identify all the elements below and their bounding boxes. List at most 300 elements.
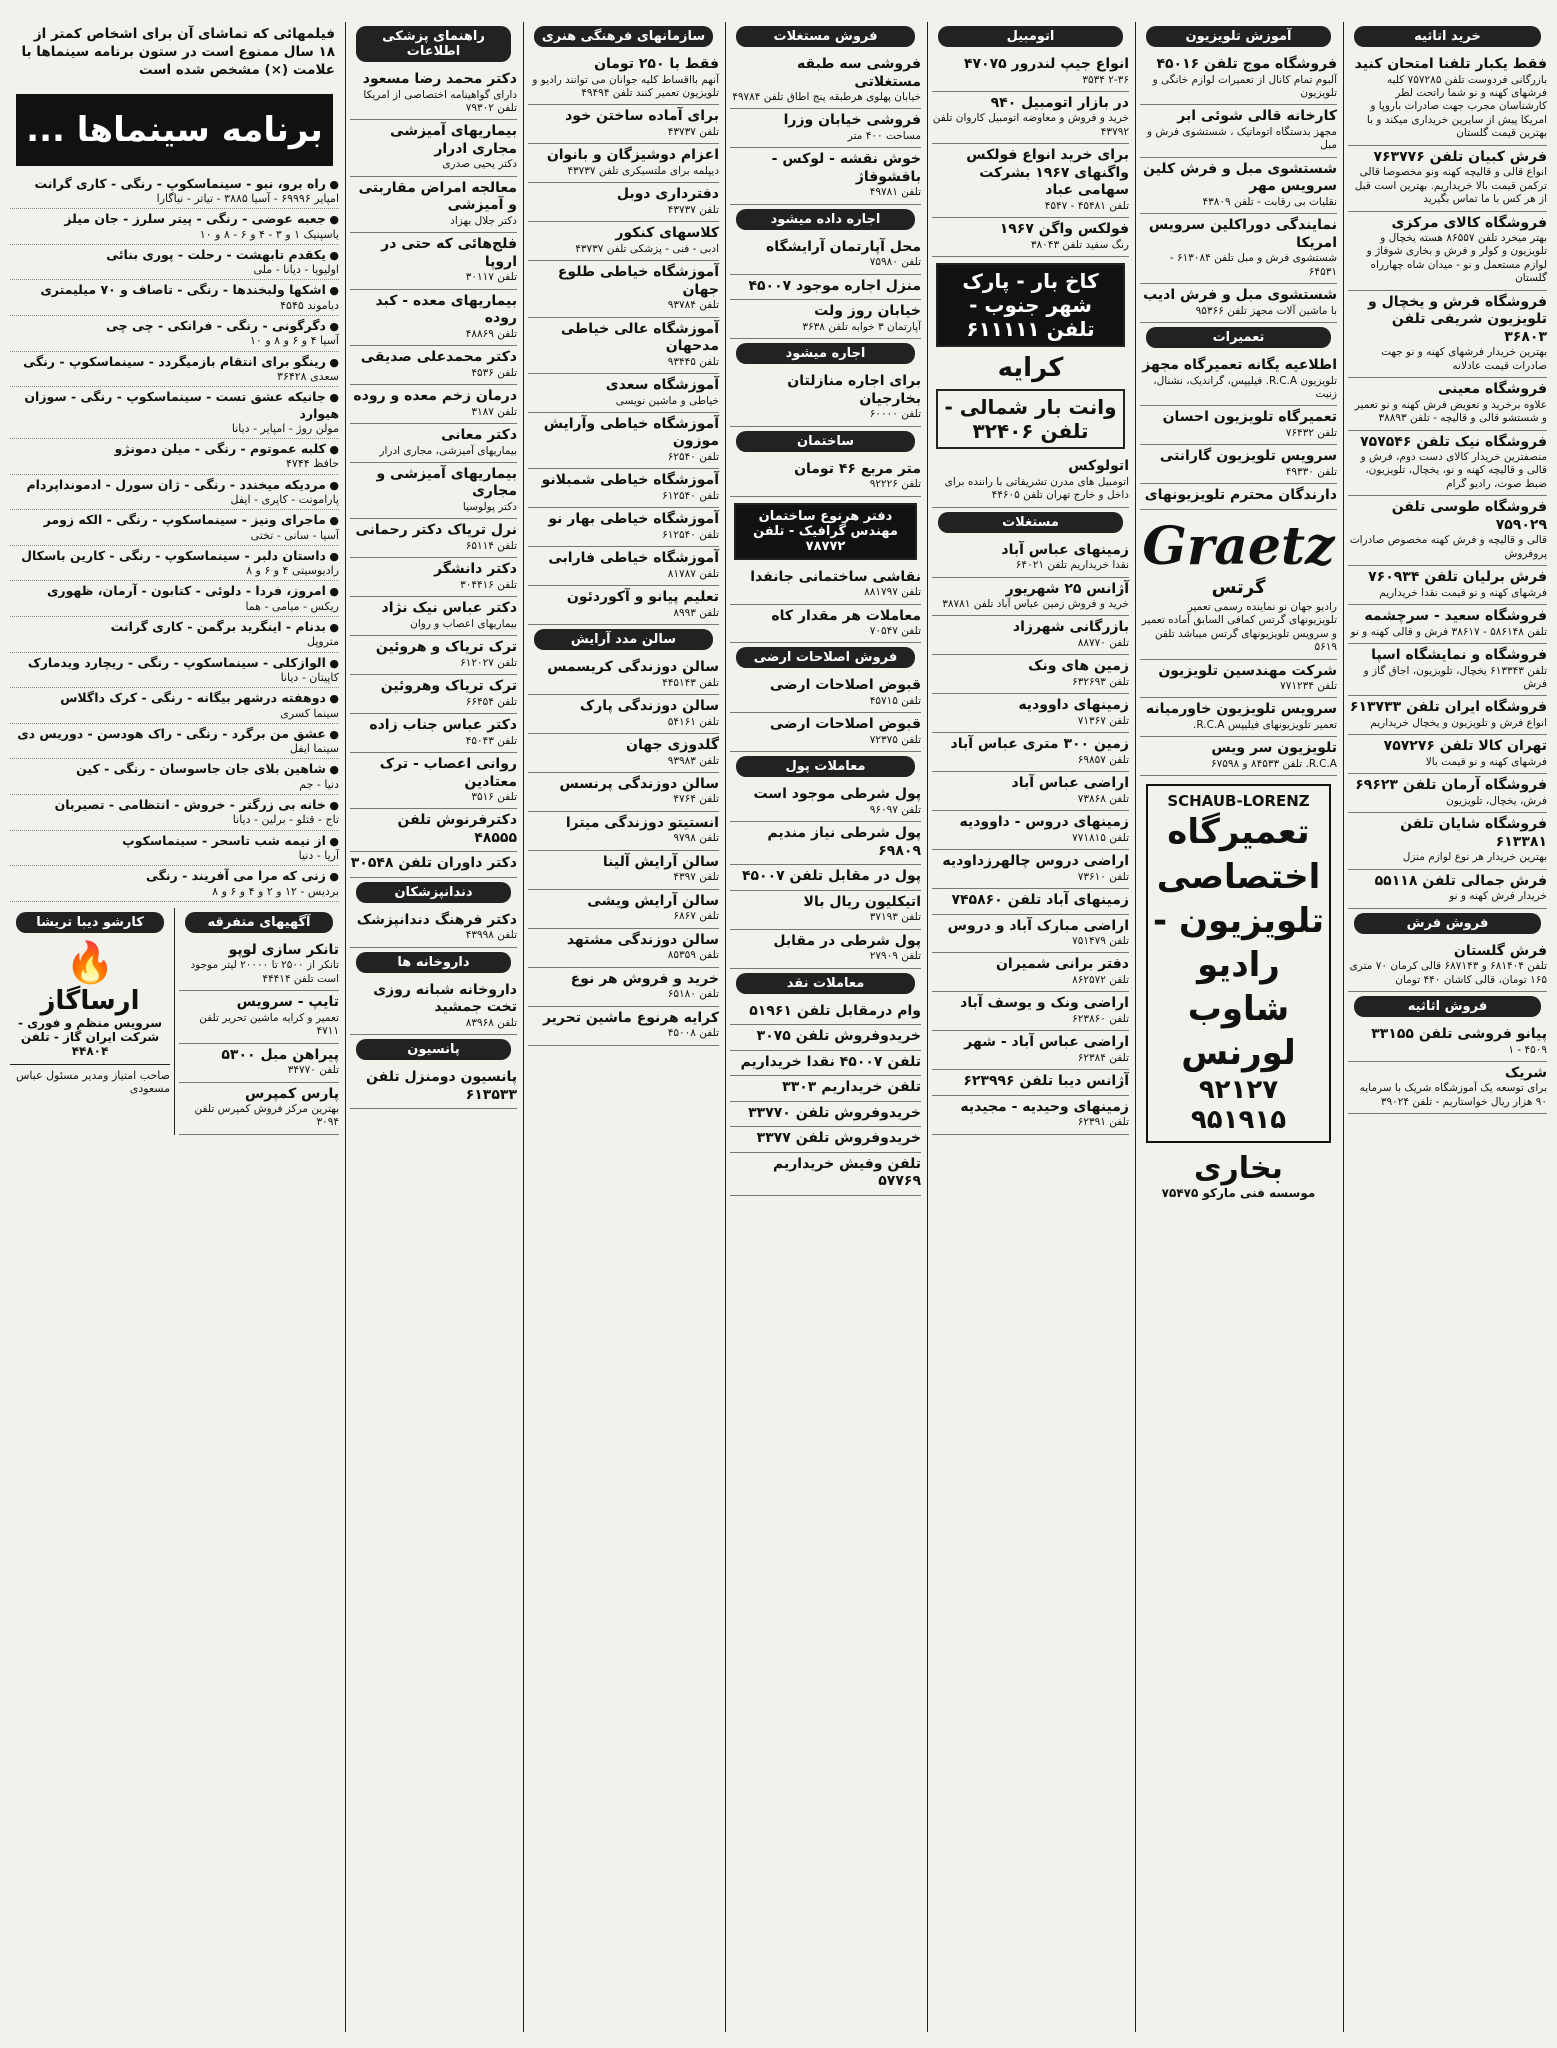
classified-ad xyxy=(1140,406,1337,445)
schaub-lorenz-phone: ۹۲۱۲۷ ۹۵۱۹۱۵ xyxy=(1190,1075,1287,1136)
ad-body: تلفن ۸۶۲۵۷۲ xyxy=(1072,973,1129,986)
ad-headline: انواع جیپ لندرور ۴۷۰۷۵ xyxy=(963,56,1129,72)
ad-headline: اعزام دوشیزگان و بانوان xyxy=(546,147,719,164)
ad-headline: فروشگاه موج تلفن ۴۵۰۱۶ xyxy=(1156,56,1337,72)
screening-info: آریا - دنیا xyxy=(298,848,339,862)
ad-headline: تانکر سازی لوپو xyxy=(228,941,339,958)
classified-ad xyxy=(350,714,517,753)
ad-body: تلفن ۶۸۱۴۰۴ و ۶۸۷۱۴۳ قالی کرمان ۷۰ متری ۱۶۵ تومان، قالی کاشان ۴۴۰ تومان xyxy=(1349,960,1547,986)
classified-ad xyxy=(730,865,921,891)
classified-ad xyxy=(1140,158,1337,214)
screening-info: سینما ایفل xyxy=(289,742,339,756)
screening-info: ریکس - میامی - هما xyxy=(245,599,339,613)
classified-ad xyxy=(730,458,921,497)
screening-info: بردیس - ۱۲ و ۲ و ۴ و ۶ و ۸ xyxy=(212,884,339,898)
ad-headline: خریدوفروش تلفن ۳۳۷۷ xyxy=(756,1130,921,1147)
classified-ad xyxy=(179,1044,339,1083)
ad-headline: فقط با ۲۵۰ تومان xyxy=(594,56,719,72)
section-header: کارشو دیبا تریشا xyxy=(16,912,164,933)
ad-headline: آژانس دیبا تلفن ۶۲۳۹۹۶ xyxy=(963,1073,1129,1090)
section-header: آموزش تلویزیون xyxy=(1146,26,1331,47)
ad-body: تلفن ۶۲۳۸۴ xyxy=(1077,1051,1129,1064)
bokhari-title: بخاری xyxy=(1194,1151,1283,1187)
classified-ad xyxy=(1348,605,1547,644)
ad-headline: فرش جمالی تلفن ۵۵۱۱۸ xyxy=(1374,872,1547,889)
section-header: تعمیرات xyxy=(1146,327,1331,348)
classified-ad xyxy=(528,413,719,469)
classified-ad xyxy=(730,1102,921,1128)
ad-body: خیابان پهلوی هرطبقه پنج اطاق تلفن ۴۹۷۸۴ xyxy=(732,91,921,103)
section-header: مستغلات xyxy=(938,512,1123,533)
ad-body: آنهم بااقساط کلیه جوانان می توانند رادیو و تلویزیون تعمیر کنند تلفن ۴۹۴۹۴ xyxy=(532,73,719,99)
classified-ad xyxy=(1140,53,1337,105)
ad-body: شستشوی فرش و مبل تلفن ۶۱۳۰۸۴ - ۶۴۵۳۱ xyxy=(1169,252,1337,278)
ad-headline: دکترفرنوش تلفن ۴۸۵۵۵ xyxy=(397,812,517,846)
ad-body: تلفن ۴۸۸۶۹ xyxy=(465,327,517,340)
classified-ad xyxy=(528,773,719,812)
ad-headline: دکتر دانشگر xyxy=(434,561,517,578)
ad-body: تلفن ۶۱۲۰۲۷ xyxy=(460,656,517,669)
classified-ad xyxy=(1348,644,1547,696)
classified-ad xyxy=(1140,105,1337,157)
ad-body: تلفن ۹۳۷۸۴ xyxy=(667,299,719,312)
section-header: معاملات نقد xyxy=(736,973,915,994)
cinema-listing: ● ماجرای ونیز - سینماسکوپ - رنگی - الکه زومر آسیا - سانی - تختی xyxy=(10,510,339,546)
ad-headline: سالن آرایش آلینا xyxy=(602,853,719,870)
ad-body: بهترین خریدار هر نوع لوازم منزل xyxy=(1402,851,1547,864)
ad-body: بهترین خریدار فرشهای کهنه و نو جهت صادرات قیمت عادلانه xyxy=(1381,346,1547,372)
screening-info: آسیا ۴ و ۶ و ۸ و ۱۰ xyxy=(250,334,339,348)
column-4 xyxy=(725,22,925,2032)
ad-headline: شستشوی مبل و فرش کلین سرویس مهر xyxy=(1142,160,1337,195)
classified-ad xyxy=(350,675,517,714)
ad-body: خرید و فروش زمین عباس آباد تلفن ۳۸۷۸۱ xyxy=(942,598,1129,610)
classified-ad xyxy=(932,992,1129,1031)
ad-headline: تعمیرگاه تلویزیون احسان xyxy=(1162,409,1337,426)
section-header: خرید اتاثیه xyxy=(1354,26,1541,47)
ad-body: تلفن ۴۳۹۹۸ xyxy=(465,929,517,942)
ad-headline: ترک تریاک و هروئین xyxy=(375,639,517,656)
ad-body: تلفن ۴۹۷۸۱ xyxy=(869,186,921,199)
column-7-cinemas xyxy=(6,22,343,2032)
ad-body: آپارتمان ۳ خوابه تلفن ۳۶۳۸ xyxy=(802,320,921,333)
ad-body: تلفن ۷۷۱۸۱۵ xyxy=(1072,831,1129,844)
film-title: زنی که مرا می آفریند - رنگی xyxy=(145,868,326,884)
ad-body: تلفن ۲۷۹۰۹ xyxy=(869,950,921,963)
section-header: فروش مستغلات xyxy=(736,26,915,47)
ad-headline: بیماریهای آمیزشی و مجاری xyxy=(376,465,517,500)
classified-ad xyxy=(528,547,719,586)
ad-body: تعمیر و کرایه ماشین تحریر تلفن ۴۷۱۱ xyxy=(199,1011,339,1038)
classified-ad xyxy=(528,105,719,144)
classified-ad xyxy=(1348,431,1547,497)
classified-ad xyxy=(528,968,719,1007)
ad-body: دارای گواهینامه اختصاصی از امریکا تلفن ۷۹۳۰۲ xyxy=(363,88,517,114)
film-title: راه برو، نبو - سینماسکوپ - رنگی - کاری گرانت xyxy=(34,175,326,191)
ad-headline: اراضی ونک و یوسف آباد xyxy=(960,995,1129,1012)
ad-headline: فرش کبیان تلفن ۷۶۳۷۷۶ xyxy=(1373,148,1547,165)
ad-headline: شریک xyxy=(1504,1064,1547,1081)
ad-body: تلفن ۳۵۱۶ xyxy=(471,791,517,803)
classified-ad xyxy=(528,890,719,929)
ad-body: نقدا خریداریم تلفن ۶۴۰۲۱ xyxy=(1015,559,1129,572)
classified-ad xyxy=(730,822,921,865)
classified-ad xyxy=(730,275,921,301)
ad-headline: تلفن وفیش خریداریم ۵۷۷۶۹ xyxy=(772,1155,921,1190)
ad-body: دیپلمه برای ملتسیکری تلفن ۴۳۷۳۷ xyxy=(567,164,719,177)
ad-body: خریدار فرش کهنه و نو xyxy=(1449,890,1547,903)
classified-ad xyxy=(932,953,1129,992)
cinema-listing: ● رینگو برای انتقام بازمیگردد - سینماسکوپ - رنگی سعدی ۳۶۴۲۸ xyxy=(10,352,339,388)
section-header: اجاره میشود xyxy=(736,343,915,364)
ad-headline: فرش برلیان تلفن ۷۶۰۹۳۴ xyxy=(1368,569,1547,586)
section-header: پانسیون xyxy=(356,1039,511,1060)
ad-headline: پیانو فروشی تلفن ۳۳۱۵۵ xyxy=(1371,1026,1547,1042)
section-header: معاملات پول xyxy=(736,756,915,777)
classified-ad xyxy=(528,586,719,625)
cinema-listing: ● مردیکه میخندد - رنگی - ژان سورل - ادمونداپردام پارامونت - کاپری - ایفل xyxy=(10,475,339,511)
ad-body: تلفن ۳۱۸۷ xyxy=(471,405,517,418)
ad-body: منصفترین خریدار کالای دست دوم، فرش و قالی و قالیچه کهنه و نو، یخچال، تلویزیون، ضبط صوت، رادیو گرام xyxy=(1360,451,1547,490)
screening-info: کاپیتان - دیانا xyxy=(280,670,339,684)
classified-ad xyxy=(730,783,921,822)
ad-headline: اراضی دروس چالهرزداودیه xyxy=(942,853,1129,870)
ad-headline: روانی اعصاب - ترک معتادین xyxy=(379,756,517,790)
ad-body: دکتر پولوسیا xyxy=(462,500,517,513)
ad-headline: برای اجاره منازلتان بخارجیان xyxy=(787,373,921,407)
ad-body: تلفن ۸۸۱۷۹۷ xyxy=(864,586,921,599)
ad-headline: بیماریهای آمیزشی مجاری ادرار xyxy=(390,123,517,157)
ad-body: تلفن ۷۵۹۸۰ xyxy=(869,256,921,269)
film-title: امروز، فردا - دلوئی - کتابون - آرمان، ظهوری xyxy=(46,583,326,599)
ad-headline: آموزشگاه عالی خیاطی مدحهان xyxy=(560,320,719,355)
ad-body: ۲-۳۶ ۳۵۳۴ xyxy=(1082,73,1129,86)
classified-ad xyxy=(1348,496,1547,566)
ad-body: تلفن ۶۱۲۵۴۰ xyxy=(662,528,719,541)
classified-ad xyxy=(730,300,921,339)
classified-ad xyxy=(528,656,719,695)
ad-headline: داروخانه شبانه روزی تخت جمشید xyxy=(373,981,517,1016)
ad-body: انواع قالی و قالیچه کهنه ونو مخصوصا قالی ترکمن قیمت بالا خریداریم. بهترین است قبل از هر کس با ما تماس بگیرید xyxy=(1354,166,1547,206)
cinema-program-banner: برنامه سینماها ... xyxy=(16,94,333,166)
classified-ad xyxy=(528,222,719,261)
ad-headline: آموزشگاه خیاطی بهار نو xyxy=(548,511,719,528)
classified-ad xyxy=(730,109,921,148)
ad-body: تلفن ۶۰۰۰۰ xyxy=(869,408,921,421)
cinema-listing: ● جانیکه عشق تست - سینماسکوپ - رنگی - سوزان هیوارد مولن روژ - امپایر - دیانا xyxy=(10,387,339,439)
ad-headline: دارندگان محترم تلویزیونهای xyxy=(1144,487,1337,504)
ad-body: تلفن ۳۴۷۷۰ xyxy=(287,1064,339,1077)
classified-ad xyxy=(932,889,1129,915)
cinema-listing: ● از نیمه شب تاسحر - سینماسکوپ آریا - دنیا xyxy=(10,831,339,867)
section-header: راهنمای پزشکی اطلاعات xyxy=(356,26,511,62)
ad-body: بهترین مرکز فروش کمپرس تلفن ۳۰۹۴ xyxy=(194,1103,339,1129)
ad-headline: برای آماده ساختن خود xyxy=(565,108,719,125)
classified-ad xyxy=(932,539,1129,578)
ad-headline: زمینهای دروس - داوودیه xyxy=(959,814,1129,831)
classified-ad xyxy=(1140,214,1337,284)
ad-headline: فروشگاه سعید - سرچشمه xyxy=(1364,608,1547,625)
bottom-ads xyxy=(10,908,339,1135)
film-title: یکقدم تابهشت - رحلت - پوری بنائی xyxy=(106,246,326,262)
screening-info: امپایر ۶۹۹۹۶ - آسیا ۳۸۸۵ - تیاتر - نیاگارا xyxy=(156,191,339,205)
ad-headline: زمینهای داوودیه xyxy=(1018,697,1129,714)
keraye-title: کرایه xyxy=(997,353,1064,384)
cinema-listing: ● دوهفته درشهر بیگانه - رنگی - کرک داگلاس سینما کسری xyxy=(10,688,339,724)
ad-body: دکتر جلال بهزاد xyxy=(450,214,517,227)
classified-ad xyxy=(1140,484,1337,510)
section-header: آگهیهای متفرقه xyxy=(185,912,333,933)
ad-headline: آموزشگاه خیاطی شمبلانو xyxy=(541,472,719,489)
classified-ad xyxy=(932,1070,1129,1096)
ad-body: تلفن ۶۹۸۵۷ xyxy=(1077,753,1129,766)
cinema-listing: ● بدنام - اینگرید برگمن - کاری گرانت متروپل xyxy=(10,617,339,653)
classified-ad xyxy=(528,469,719,508)
classified-ad xyxy=(932,850,1129,889)
flame-icon: 🔥 xyxy=(65,939,115,986)
classified-ad xyxy=(932,772,1129,811)
gaz-text: سرویس منظم و فوری - شرکت ایران گاز - تلفن ۴۴۸۰۴ xyxy=(17,1015,163,1058)
classified-ad xyxy=(350,636,517,675)
classified-ad xyxy=(1348,696,1547,735)
screening-info: مولن روژ - امپایر - دیانا xyxy=(231,421,339,435)
film-title: ماجرای ونیز - سینماسکوپ - رنگی - الکه زومر xyxy=(43,512,326,528)
ad-body: برای توسعه یک آموزشگاه شریک با سرمایه ۹۰ هزار ریال خواستاریم - تلفن ۳۹۰۲۴ xyxy=(1359,1082,1547,1108)
ad-headline: شرکت مهندسین تلویزیون xyxy=(1158,662,1337,679)
ad-headline: پول در مقابل تلفن ۴۵۰۰۷ xyxy=(741,868,921,885)
ad-headline: اراضی مبارک آباد و دروس xyxy=(947,917,1129,934)
classified-ad xyxy=(1140,698,1337,737)
classified-ad xyxy=(350,385,517,424)
classified-ad xyxy=(932,455,1129,507)
ad-headline: خریدوفروش تلفن ۳۰۷۵ xyxy=(756,1028,921,1045)
ad-headline: تلفن ۴۵۰۰۷ نقدا خریداریم xyxy=(740,1053,921,1070)
classified-ad xyxy=(350,463,517,519)
ad-body: تلفن ۴۵۳۶ xyxy=(471,366,517,379)
classified-ad xyxy=(932,811,1129,850)
section-header: فروش اصلاحات ارضی xyxy=(736,647,915,668)
cinema-listing: ● زنی که مرا می آفریند - رنگی بردیس - ۱۲ و ۲ و ۴ و ۶ و ۸ xyxy=(10,866,339,902)
ad-headline: فقط یکبار تلفنا امتحان کنید xyxy=(1354,56,1547,72)
section-header: سالن مدد آرایش xyxy=(534,629,713,650)
ad-headline: ترک تریاک وهروئین xyxy=(380,678,517,695)
ad-body: مساحت ۴۰۰ متر xyxy=(847,129,921,142)
classified-ad xyxy=(730,713,921,752)
film-title: مردیکه میخندد - رنگی - ژان سورل - ادمونداپردام xyxy=(26,476,326,492)
column-1 xyxy=(1343,22,1551,2032)
ad-body: بیماریهای اعصاب و روان xyxy=(410,617,517,630)
ad-body: تلفن ۹۳۴۴۵ xyxy=(667,355,719,368)
classified-ad xyxy=(1140,445,1337,484)
ad-headline: خیابان روز ولت xyxy=(814,303,921,320)
film-title: رینگو برای انتقام بازمیگردد - سینماسکوپ - رنگی xyxy=(23,353,326,369)
ad-body: تلفن ۴۵۷۱۵ xyxy=(869,694,921,707)
classified-ad xyxy=(932,144,1129,218)
ad-headline: خرید و فروش هر نوع xyxy=(570,970,719,987)
ad-headline: پول شرطی موجود است xyxy=(753,786,921,803)
ad-headline: آموزشگاه خیاطی وآرایش موزون xyxy=(543,415,719,450)
classified-ad xyxy=(730,370,921,426)
ad-headline: بازرگانی شهرزاد xyxy=(1012,619,1129,636)
ad-headline: سالن دوزندگی پرنسس xyxy=(559,775,719,792)
classified-ad xyxy=(350,558,517,597)
classified-ad xyxy=(528,508,719,547)
classified-ad xyxy=(350,290,517,346)
ad-headline: سرویس تلویزیون گارانتی xyxy=(1159,448,1337,465)
section-header: فروش فرش xyxy=(1354,913,1541,934)
section-header: دندانپزشکان xyxy=(356,882,511,903)
classified-ad xyxy=(350,597,517,636)
column-3 xyxy=(927,22,1133,2032)
classified-ad xyxy=(528,1007,719,1046)
ad-body: تلفن ۶۲۳۸۶۰ xyxy=(1072,1012,1129,1025)
cinema-listing: ● داستان دلبر - سینماسکوپ - رنگی - کارین باسکال رادیوسیتی ۴ و ۶ و ۸ xyxy=(10,546,339,582)
classified-ad xyxy=(350,424,517,463)
ad-headline: خوش نقشه - لوکس - بافشوفاژ xyxy=(771,151,921,185)
ad-body: رنگ سفید تلفن ۳۸۰۴۳ xyxy=(1030,238,1129,251)
classified-ad xyxy=(528,144,719,183)
ad-headline: درمان زخم معده و روده xyxy=(353,388,517,405)
screening-info: متروپل xyxy=(307,635,339,649)
classified-ad xyxy=(932,53,1129,92)
cinema-listing: ● جعبه عوضی - رنگی - پیتر سلرز - جان میلز یاسپنیک ۱ و ۳ - ۴ و ۶ - ۸ و ۱۰ xyxy=(10,209,339,245)
ad-headline: نرل تریاک دکتر رحمانی xyxy=(355,522,517,539)
ad-body: فرش، یخچال، تلویزیون xyxy=(1446,794,1547,807)
ad-body: تلفن ۵۸۶۱۴۸ - ۳۸۶۱۷ فرش و قالی کهنه و نو xyxy=(1350,625,1547,638)
classified-ad xyxy=(1348,940,1547,992)
cinema-listing: ● عشق من برگرد - رنگی - راک هودسن - دوریس دی سینما ایفل xyxy=(10,724,339,760)
schaub-lorenz-title: تعمیرگاه اختصاصی تلویزیون - رادیو شاوب لورنس xyxy=(1153,812,1324,1074)
ad-body: تلفن ۶۳۲۶۹۳ xyxy=(1072,675,1129,688)
ad-headline: فروشگاه فرش و یخچال و تلویزیون شریفی تلفن ۳۶۸۰۳ xyxy=(1368,293,1547,345)
ad-headline: بیماریهای معده - کبد روده xyxy=(375,292,517,327)
ad-body: بهتر میخرد تلفن ۸۶۵۵۷ هسته یخچال و تلویزیون و کولر و فرش و بخاری شوفاژ و لوازم مستعمل و نو - میدان شاه چهارراه گلستان xyxy=(1366,232,1547,285)
screening-info: دیاموند ۴۵۴۵ xyxy=(280,298,339,312)
film-title: دگرگونی - رنگی - فرانکی - چی چی xyxy=(105,318,326,334)
screening-info: سینما کسری xyxy=(280,706,339,720)
film-title: اشکها ولبخندها - رنگی - تاصاف و ۷۰ میلیمتری xyxy=(40,282,326,298)
cinema-listing: ● اشکها ولبخندها - رنگی - تاصاف و ۷۰ میلیمتری دیاموند ۴۵۴۵ xyxy=(10,280,339,316)
classified-ad xyxy=(350,346,517,385)
classified-ad xyxy=(1348,53,1547,146)
ad-body: تلفن ۷۱۳۶۷ xyxy=(1077,714,1129,727)
classified-ad xyxy=(528,695,719,734)
ad-body: تعمیر تلویزیونهای فیلیپس R.C.A. xyxy=(1193,718,1337,731)
ad-headline: دکتر معانی xyxy=(441,427,517,443)
screening-info: پارامونت - کاپری - ایفل xyxy=(230,493,339,506)
ad-headline: دکتر محمدعلی صدیقی xyxy=(360,349,517,366)
classified-ad xyxy=(932,578,1129,617)
classified-ad xyxy=(350,177,517,233)
ad-headline: زمین ۳۰۰ متری عباس آباد xyxy=(950,736,1129,753)
schaub-lorenz-ad xyxy=(1146,784,1331,1143)
misc-ads-box xyxy=(179,908,339,1135)
cinema-listing: ● امروز، فردا - دلوئی - کتابون - آرمان، ظهوری ریکس - میامی - هما xyxy=(10,581,339,617)
ad-body: قالی و قالیچه و فرش کهنه مخصوص صادرات پروفروش xyxy=(1349,534,1547,560)
classified-ad xyxy=(730,1153,921,1196)
film-title: از نیمه شب تاسحر - سینماسکوپ xyxy=(122,832,326,848)
classified-ad xyxy=(932,655,1129,694)
ad-body: فرشهای کهنه و نو قیمت بالا xyxy=(1425,755,1547,768)
film-title: بدنام - اینگرید برگمن - کاری گرانت xyxy=(110,619,326,635)
classified-ad xyxy=(932,915,1129,954)
classified-ad xyxy=(1348,291,1547,378)
ad-body: ۴۵۰۹ - ۱ xyxy=(1508,1043,1547,1056)
kakh-bar-text: کاخ بار - پارک شهر جنوب - تلفن ۶۱۱۱۱۱ xyxy=(962,269,1099,342)
film-title: دوهفته درشهر بیگانه - رنگی - کرک داگلاس xyxy=(60,690,326,706)
classified-ad xyxy=(730,891,921,930)
classified-ad xyxy=(1348,566,1547,605)
ad-body: تلفن ۴۵۰۰۸ xyxy=(667,1027,719,1040)
ad-headline: انستیتو دوزندگی میترا xyxy=(565,814,719,831)
classified-ad xyxy=(730,1025,921,1051)
ad-body: مجهز بدستگاه اتوماتیک ، شستشوی فرش و مبل xyxy=(1147,125,1337,152)
ad-headline: پول شرطی در مقابل xyxy=(773,932,921,949)
screening-info: یاسپنیک ۱ و ۳ - ۴ و ۶ - ۸ و ۱۰ xyxy=(199,227,339,241)
ad-headline: اتولوکس xyxy=(1068,458,1129,475)
ad-body: اتومبیل های مدرن تشریفاتی با راننده برای داخل و خارج تهران تلفن ۴۴۶۰۵ xyxy=(944,475,1129,502)
classified-ad xyxy=(179,939,339,991)
classified-ad xyxy=(1348,870,1547,909)
classified-ad xyxy=(730,1076,921,1102)
screening-info: اولیویا - دیانا - ملی xyxy=(253,263,339,277)
ad-headline: کلاسهای کنکور xyxy=(615,225,719,242)
cinema-listing: ● دگرگونی - رنگی - فرانکی - چی چی آسیا ۴ و ۶ و ۸ و ۱۰ xyxy=(10,316,339,352)
section-header: فروش اثاثیه xyxy=(1354,996,1541,1017)
ad-body: تلفن ۴۴۵۱۴۳ xyxy=(662,676,719,689)
film-title: شاهین بلای جان جاسوسان - رنگی - کین xyxy=(76,761,326,777)
gaz-ad xyxy=(10,939,170,1058)
bokhari-sub: موسسه فنی مارکو ۷۵۴۷۵ xyxy=(1161,1186,1316,1201)
classified-ad xyxy=(350,852,517,878)
classified-ad xyxy=(730,1000,921,1026)
ad-headline: محل آپارتمان آرایشگاه xyxy=(765,238,921,255)
classified-ad xyxy=(1140,354,1337,406)
ad-headline: خریدوفروش تلفن ۳۳۷۷۰ xyxy=(748,1104,921,1121)
cinema-listing: ● الوازکلی - سینماسکوپ - رنگی - ریچارد ویدمارک کاپیتان - دیانا xyxy=(10,653,339,689)
classified-ad xyxy=(350,120,517,176)
ad-body: بازرگانی فردوست تلفن ۷۵۷۲۸۵ کلیه فرشهای کهنه و نو شما راتحت لطر کارشناسان مجرب جهت صادرات باروپا و امریکا پیش از سایرین خریداری میکند و با بهترین قیمت گلستان xyxy=(1366,73,1547,140)
ad-headline: برای خرید انواع فولکس واگنهای ۱۹۶۷ بشرکت سهامی عباد xyxy=(966,147,1129,199)
classified-ad xyxy=(932,694,1129,733)
ad-body: تلفن ۸۵۳۵۹ xyxy=(667,949,719,962)
ad-body: خرید و فروش و معاوضه اتومبیل کاروان تلفن ۴۳۷۹۲ xyxy=(932,112,1129,138)
ad-body: آلبوم تمام کانال از تعمیرات لوازم خانگی و تلویزیون xyxy=(1152,73,1337,99)
ad-headline: اطلاعیه یگانه تعمیرگاه مجهز xyxy=(1142,357,1337,373)
ad-headline: کرایه هرنوع ماشین تحریر xyxy=(542,1009,719,1026)
classified-ad xyxy=(350,979,517,1035)
ad-headline: تهران کالا تلفن ۷۵۷۲۷۶ xyxy=(1383,738,1547,755)
ad-headline: سالن دوزندگی پارک xyxy=(579,698,719,715)
vanet-text: وانت بار شمالی - تلفن ۳۲۴۰۶ xyxy=(944,395,1117,444)
ad-headline: فروشی سه طبقه مستغلاتی xyxy=(797,56,921,90)
ad-headline: پارس کمپرس xyxy=(244,1085,339,1102)
classified-ad xyxy=(730,930,921,969)
ad-headline: دفترداری دوبل xyxy=(616,186,719,203)
section-header: ساختمان xyxy=(736,431,915,452)
ad-headline: آموزشگاه خیاطی طلوع جهان xyxy=(557,264,719,298)
ad-headline: پانسیون دومنزل تلفن ۶۱۳۵۳۳ xyxy=(366,1069,517,1103)
ad-headline: منزل اجاره موجود ۴۵۰۰۷ xyxy=(748,277,921,294)
classified-ad xyxy=(1140,660,1337,699)
ad-headline: تلویزیون سر ویس xyxy=(1211,740,1337,757)
ad-body: تلفن ۸۳۹۶۸ xyxy=(465,1016,517,1029)
classified-ad xyxy=(528,929,719,968)
ad-body: تلفن ۶۵۱۱۴ xyxy=(465,539,517,552)
ad-body: تلفن ۳۰۴۴۱۶ xyxy=(460,578,517,591)
cinema-listing: ● شاهین بلای جان جاسوسان - رنگی - کین دنیا - جم xyxy=(10,759,339,795)
ad-headline: سالن آرایش ویشی xyxy=(587,892,719,909)
